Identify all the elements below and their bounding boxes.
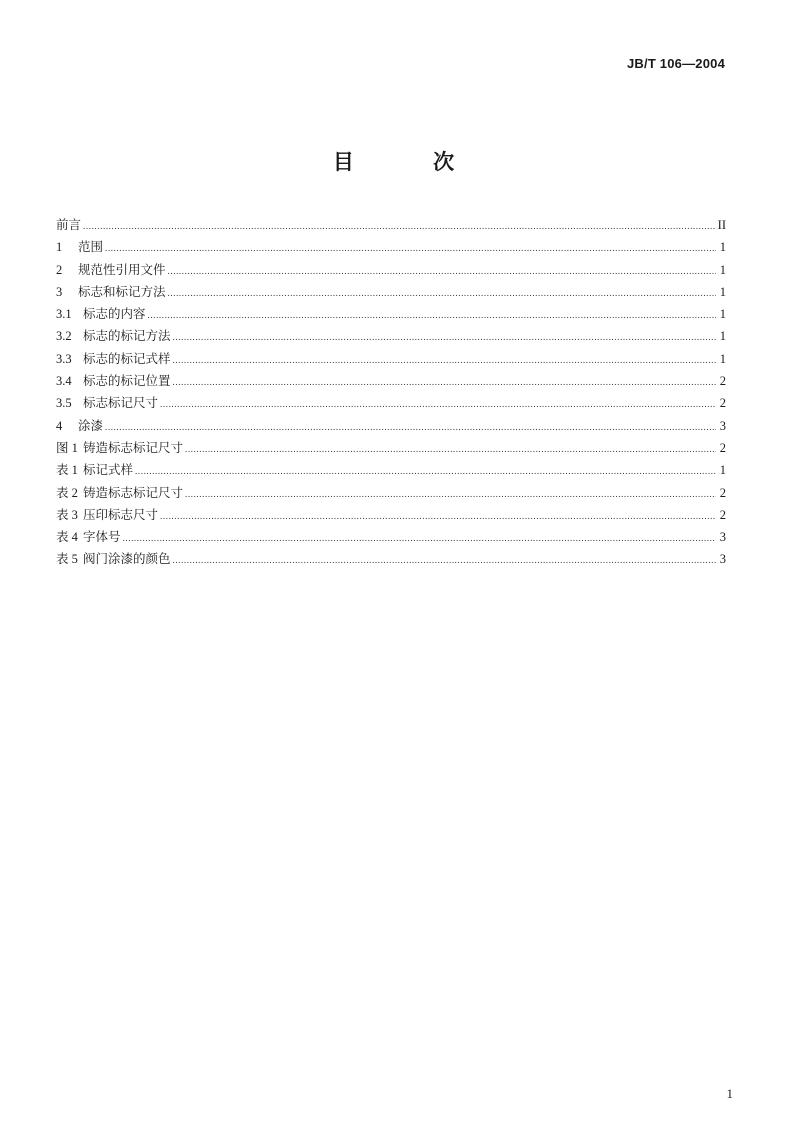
toc-entry-label: 标志标记尺寸 bbox=[83, 396, 159, 411]
toc-entry-label: 规范性引用文件 bbox=[78, 262, 166, 277]
toc-entry-number: 1 bbox=[56, 240, 63, 255]
toc-title: 目 次 bbox=[332, 150, 491, 174]
toc-entry-number: 2 bbox=[56, 262, 63, 277]
toc-leader-dots bbox=[168, 260, 716, 282]
toc-entry-figure-1[interactable] bbox=[56, 437, 726, 459]
toc-entry-page: 1 bbox=[719, 351, 726, 366]
toc-leader-dots bbox=[173, 371, 716, 393]
toc-leader-dots bbox=[148, 304, 716, 326]
toc-leader-dots bbox=[185, 438, 716, 460]
toc-entry-page: 3 bbox=[719, 418, 726, 433]
toc-leader-dots bbox=[135, 460, 716, 482]
toc-entry-page: 2 bbox=[719, 374, 726, 389]
toc-entry-label: 标志和标记方法 bbox=[78, 284, 166, 299]
toc-entry-number: 4 bbox=[56, 418, 63, 433]
toc-entry-number: 表 2 bbox=[56, 485, 78, 500]
toc-leader-dots bbox=[83, 215, 716, 237]
toc-entry-page: 3 bbox=[719, 530, 726, 545]
toc-leader-dots bbox=[105, 416, 716, 438]
toc-entry-scope[interactable] bbox=[56, 236, 726, 258]
toc-entry-label: 标志的内容 bbox=[83, 307, 146, 322]
toc-leader-dots bbox=[173, 326, 716, 348]
toc-entry-table-1[interactable] bbox=[56, 459, 726, 481]
toc-entry-page: 2 bbox=[719, 440, 726, 455]
toc-entry-label: 铸造标志标记尺寸 bbox=[83, 485, 184, 500]
table-of-contents bbox=[56, 214, 726, 571]
toc-entry-number: 表 3 bbox=[56, 507, 78, 522]
toc-entry-3-5[interactable] bbox=[56, 392, 726, 414]
toc-entry-label: 涂漆 bbox=[78, 418, 104, 433]
toc-entry-number: 3.5 bbox=[56, 396, 72, 411]
toc-entry-3-1[interactable] bbox=[56, 303, 726, 325]
toc-entry-preface[interactable] bbox=[56, 214, 726, 236]
toc-leader-dots bbox=[173, 349, 716, 371]
toc-entry-number: 表 5 bbox=[56, 552, 78, 567]
toc-leader-dots bbox=[173, 549, 716, 571]
toc-leader-dots bbox=[160, 505, 716, 527]
toc-entry-page: 2 bbox=[719, 396, 726, 411]
toc-entry-label: 标志的标记方法 bbox=[83, 329, 171, 344]
toc-entry-label: 标志的标记式样 bbox=[83, 351, 171, 366]
toc-entry-label: 压印标志尺寸 bbox=[83, 507, 159, 522]
toc-entry-page: 3 bbox=[719, 552, 726, 567]
document-code: JB/T 106—2004 bbox=[627, 56, 725, 71]
toc-entry-table-3[interactable] bbox=[56, 504, 726, 526]
toc-entry-page: 1 bbox=[719, 262, 726, 277]
toc-entry-3-2[interactable] bbox=[56, 325, 726, 347]
toc-entry-page: 1 bbox=[719, 284, 726, 299]
toc-entry-page: 1 bbox=[719, 329, 726, 344]
toc-entry-number: 3.1 bbox=[56, 307, 72, 322]
toc-entry-number: 3.2 bbox=[56, 329, 72, 344]
toc-entry-label: 范围 bbox=[78, 240, 104, 255]
toc-entry-label: 标记式样 bbox=[83, 463, 134, 478]
toc-leader-dots bbox=[185, 483, 716, 505]
toc-entry-number: 3.4 bbox=[56, 374, 72, 389]
toc-entry-page: II bbox=[717, 218, 726, 232]
toc-entry-normative-references[interactable] bbox=[56, 259, 726, 281]
toc-leader-dots bbox=[168, 282, 716, 304]
toc-entry-marking-methods[interactable] bbox=[56, 281, 726, 303]
toc-entry-label: 标志的标记位置 bbox=[83, 374, 171, 389]
toc-entry-page: 1 bbox=[719, 240, 726, 255]
toc-entry-page: 2 bbox=[719, 485, 726, 500]
toc-entry-label: 字体号 bbox=[83, 530, 121, 545]
toc-entry-label: 阀门涂漆的颜色 bbox=[83, 552, 171, 567]
toc-entry-table-2[interactable] bbox=[56, 482, 726, 504]
toc-entry-number: 表 4 bbox=[56, 530, 78, 545]
toc-entry-number: 3.3 bbox=[56, 351, 72, 366]
toc-leader-dots bbox=[105, 237, 716, 259]
toc-entry-label: 前言 bbox=[56, 218, 82, 232]
toc-entry-page: 1 bbox=[719, 463, 726, 478]
toc-entry-3-3[interactable] bbox=[56, 348, 726, 370]
toc-entry-table-4[interactable] bbox=[56, 526, 726, 548]
toc-entry-painting[interactable] bbox=[56, 415, 726, 437]
toc-entry-label: 铸造标志标记尺寸 bbox=[83, 440, 184, 455]
toc-entry-3-4[interactable] bbox=[56, 370, 726, 392]
toc-entry-page: 1 bbox=[719, 307, 726, 322]
toc-leader-dots bbox=[160, 393, 716, 415]
toc-leader-dots bbox=[123, 527, 716, 549]
toc-entry-number: 图 1 bbox=[56, 440, 78, 455]
page-number: 1 bbox=[726, 1086, 733, 1101]
toc-entry-page: 2 bbox=[719, 507, 726, 522]
toc-entry-table-5[interactable] bbox=[56, 548, 726, 570]
toc-entry-number: 3 bbox=[56, 284, 63, 299]
toc-entry-number: 表 1 bbox=[56, 463, 78, 478]
